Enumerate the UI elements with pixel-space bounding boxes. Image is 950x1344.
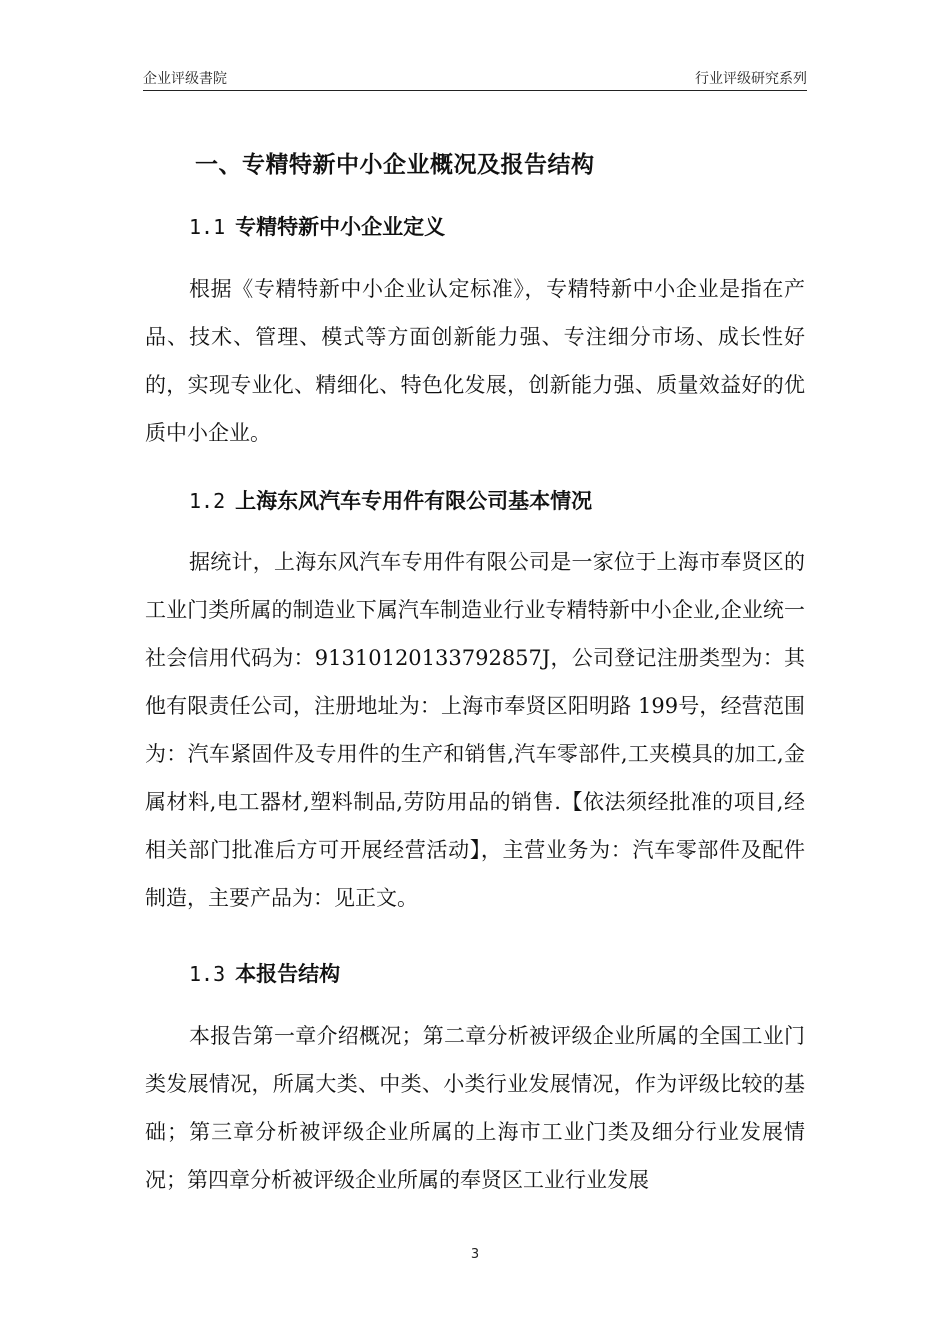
- paragraph-company-info: 据统计，上海东风汽车专用件有限公司是一家位于上海市奉贤区的工业门类所属的制造业下属汽车制造业行业专精特新中小企业,企业统一社会信用代码为：91310120133792857J，公司登记注册类型为：其他有限责任公司，注册地址为：上海市奉贤区阳明路 199号，经营范围为：汽车紧固件及专用件的生产和销售,汽车零部件,工夹模具的加工,金属材料,电工器材,塑料制品,劳防用品的销售.【依法须经批准的项目,经相关部门批准后方可开展经营活动】，主营业务为：汽车零部件及配件制造，主要产品为：见正文。: [145, 550, 805, 910]
- subsection-number: 1.2: [189, 489, 226, 513]
- paragraph-definition: 根据《专精特新中小企业认定标准》，专精特新中小企业是指在产品、技术、管理、模式等方面创新能力强、专注细分市场、成长性好的，实现专业化、精细化、特色化发展，创新能力强、质量效益好的优质中小企业。: [145, 277, 805, 445]
- subsection-heading-1-1: [189, 211, 445, 241]
- paragraph-report-structure: 本报告第一章介绍概况；第二章分析被评级企业所属的全国工业门类发展情况，所属大类、中类、小类行业发展情况，作为评级比较的基础；第三章分析被评级企业所属的上海市工业门类及细分行业发展情况；第四章分析被评级企业所属的奉贤区工业行业发展: [145, 1024, 805, 1192]
- subsection-title: 本报告结构: [235, 962, 341, 986]
- page-header: [143, 64, 807, 91]
- header-series: 行业评级研究系列: [695, 71, 807, 87]
- subsection-number: 1.3: [189, 962, 226, 986]
- section-title: 一、专精特新中小企业概况及报告结构: [195, 152, 595, 178]
- subsection-title: 专精特新中小企业定义: [235, 215, 446, 239]
- page-number: 3: [470, 1247, 480, 1262]
- header-publisher: 企业评级書院: [143, 71, 227, 87]
- subsection-title: 上海东风汽车专用件有限公司基本情况: [235, 489, 593, 513]
- subsection-number: 1.1: [189, 215, 226, 239]
- subsection-heading-1-3: [189, 958, 340, 988]
- subsection-heading-1-2: [189, 485, 592, 515]
